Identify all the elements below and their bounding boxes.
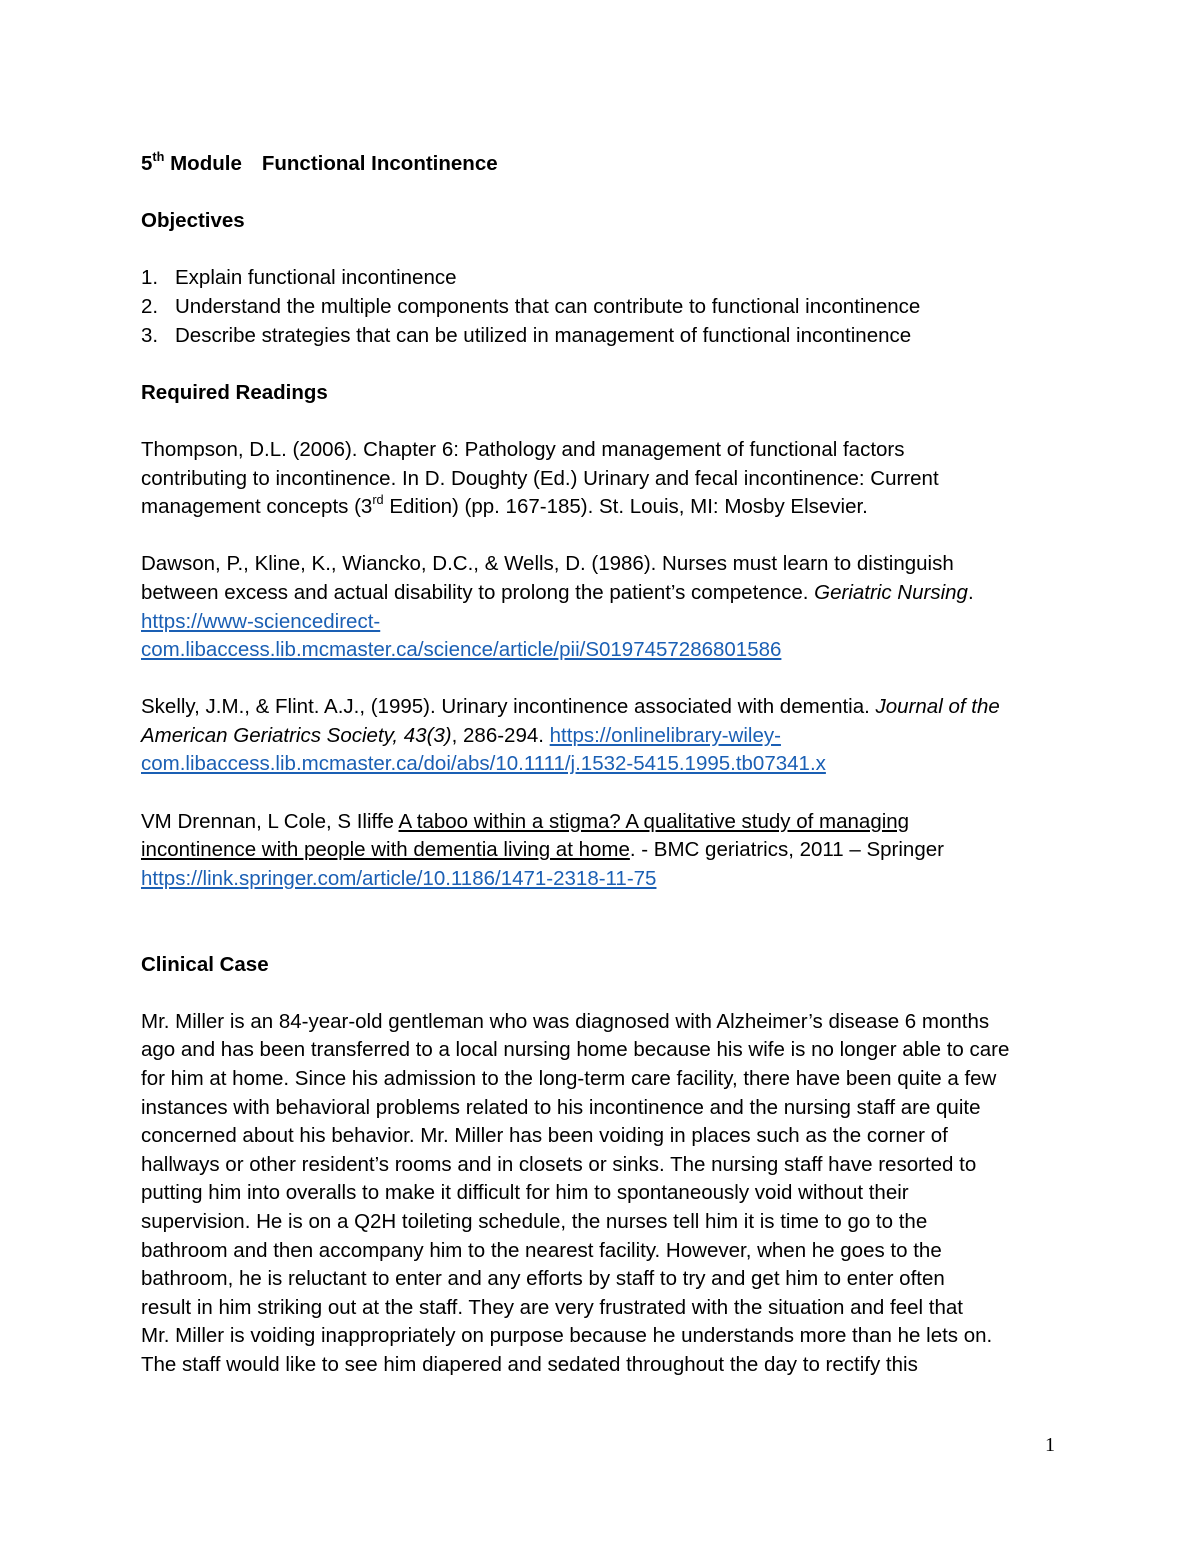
module-title <box>141 150 1061 179</box>
case-line: putting him into overalls to make it difficult for him to spontaneously void without their <box>141 1181 909 1205</box>
module-topic: Functional Incontinence <box>261 152 498 175</box>
objective-item <box>141 293 1061 322</box>
objective-text: Understand the multiple components that can contribute to functional incontinence <box>175 294 921 318</box>
page-number: 1 <box>1045 1434 1055 1456</box>
reading-link[interactable]: com.libaccess.lib.mcmaster.ca/science/article/pii/S0197457286801586 <box>141 638 782 662</box>
objectives-heading: Objectives <box>141 209 245 233</box>
reading-drennan <box>141 808 1061 894</box>
reading-text: Edition) (pp. 167-185). St. Louis, MI: Mosby Elsevier. <box>383 495 868 519</box>
reading-thompson <box>141 436 1061 522</box>
reading-text: management concepts (3 <box>141 495 373 519</box>
clinical-case-paragraph <box>141 1008 1061 1380</box>
reading-link[interactable]: https://onlinelibrary-wiley- <box>549 723 781 747</box>
reading-line <box>141 836 1061 865</box>
objective-text: Describe strategies that can be utilized in management of functional incontinence <box>175 323 912 347</box>
objectives-list <box>141 264 1061 350</box>
module-label: Module <box>170 152 242 175</box>
reading-link[interactable]: https://www-sciencedirect- <box>141 609 381 633</box>
case-line: Mr. Miller is voiding inappropriately on purpose because he understands more than he lets on. <box>141 1324 993 1348</box>
case-line: bathroom and then accompany him to the nearest facility. However, when he goes to the <box>141 1238 942 1262</box>
clinical-case-heading: Clinical Case <box>141 952 269 976</box>
reading-text: VM Drennan, L Cole, S Iliffe <box>141 809 399 833</box>
reading-link-line <box>141 865 1061 894</box>
reading-line: contributing to incontinence. In D. Doughty (Ed.) Urinary and fecal incontinence: Current <box>141 466 939 490</box>
required-readings-heading: Required Readings <box>141 380 328 404</box>
case-line: concerned about his behavior. Mr. Miller has been voiding in places such as the corner of <box>141 1124 948 1148</box>
article-title: incontinence with people with dementia living at home <box>141 838 630 862</box>
objective-item <box>141 264 1061 293</box>
document-body <box>141 150 1061 1380</box>
reading-link-line <box>141 636 1061 665</box>
objective-item <box>141 322 1061 351</box>
module-ordinal: 5 <box>141 152 153 175</box>
journal-name: Journal of the <box>875 695 1000 719</box>
case-line: Mr. Miller is an 84-year-old gentleman who was diagnosed with Alzheimer’s disease 6 months <box>141 1009 990 1033</box>
objective-number: 1. <box>141 266 159 290</box>
objective-text: Explain functional incontinence <box>175 266 457 290</box>
module-ordinal-suffix: th <box>152 148 165 164</box>
reading-text: between excess and actual disability to prolong the patient’s competence. <box>141 580 815 604</box>
reading-line <box>141 493 1061 522</box>
reading-text: , 286-294. <box>451 723 550 747</box>
reading-line <box>141 579 1061 608</box>
reading-text: . <box>967 580 974 604</box>
case-line: instances with behavioral problems related to his incontinence and the nursing staff are quite <box>141 1095 981 1119</box>
case-line: ago and has been transferred to a local nursing home because his wife is no longer able to care <box>141 1038 1010 1062</box>
case-line: The staff would like to see him diapered and sedated throughout the day to rectify this <box>141 1352 918 1376</box>
case-line: bathroom, he is reluctant to enter and any efforts by staff to try and get him to enter often <box>141 1267 945 1291</box>
reading-link-line <box>141 608 1061 637</box>
reading-line <box>141 693 1061 722</box>
case-line: for him at home. Since his admission to the long-term care facility, there have been quite a few <box>141 1067 997 1090</box>
reading-line: Thompson, D.L. (2006). Chapter 6: Pathology and management of functional factors <box>141 437 905 461</box>
objective-number: 3. <box>141 323 159 347</box>
objective-number: 2. <box>141 294 159 318</box>
reading-link[interactable]: com.libaccess.lib.mcmaster.ca/doi/abs/10.1111/j.1532-5415.1995.tb07341.x <box>141 752 826 776</box>
article-title: A taboo within a stigma? A qualitative study of managing <box>398 809 910 833</box>
journal-name: Geriatric Nursing <box>814 580 968 604</box>
reading-line <box>141 808 1061 837</box>
reading-line: Dawson, P., Kline, K., Wiancko, D.C., & Wells, D. (1986). Nurses must learn to distinguish <box>141 552 954 576</box>
case-line: supervision. He is on a Q2H toileting schedule, the nurses tell him it is time to go to the <box>141 1209 928 1233</box>
reading-link-line <box>141 750 1061 779</box>
case-line: hallways or other resident’s rooms and in closets or sinks. The nursing staff have resorted to <box>141 1152 977 1176</box>
edition-suffix: rd <box>372 492 384 508</box>
reading-line <box>141 722 1061 751</box>
reading-text: Skelly, J.M., & Flint. A.J., (1995). Urinary incontinence associated with dementia. <box>141 695 876 719</box>
reading-text: . - BMC geriatrics, 2011 – Springer <box>629 838 944 862</box>
journal-name: American Geriatrics Society, 43(3) <box>141 723 452 747</box>
reading-dawson <box>141 550 1061 664</box>
case-line: result in him striking out at the staff. They are very frustrated with the situation and feel that <box>141 1295 963 1319</box>
reading-link[interactable]: https://link.springer.com/article/10.1186/1471-2318-11-75 <box>141 866 657 890</box>
reading-skelly <box>141 693 1061 779</box>
